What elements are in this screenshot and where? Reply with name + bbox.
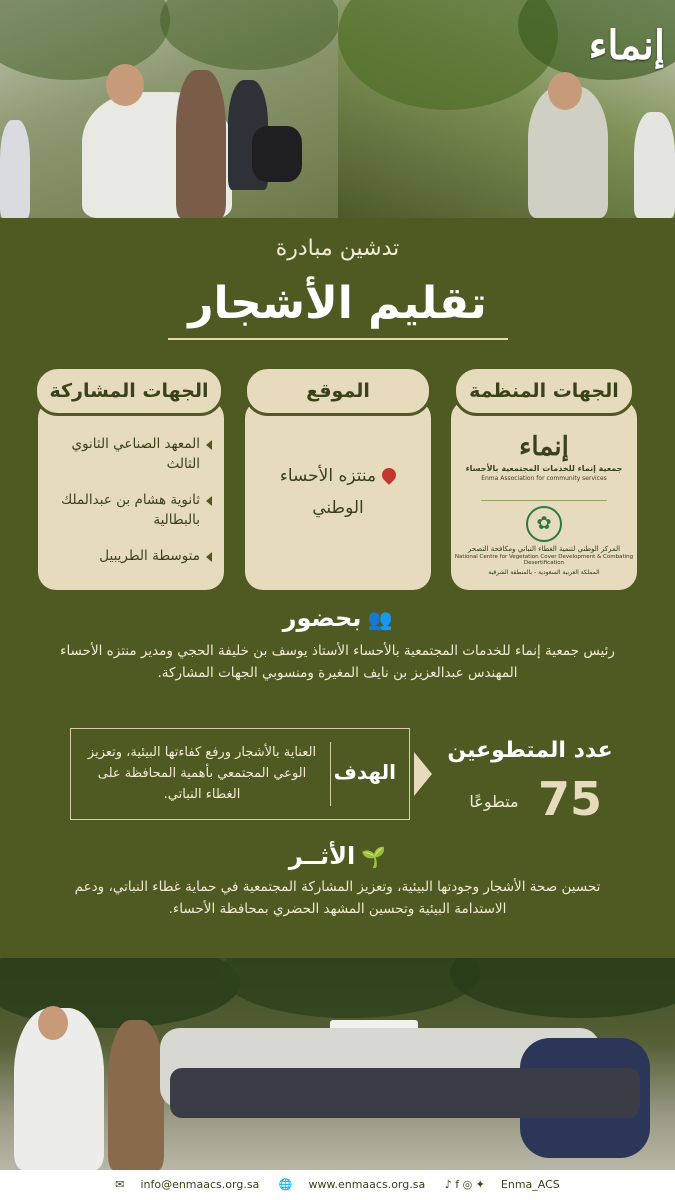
page-subtitle: تدشين مبادرة [275, 236, 400, 261]
enma-logo-icon: إنماء [588, 22, 665, 69]
organizers-card [451, 400, 637, 590]
seedling-hand-icon: 🌱 [361, 845, 387, 869]
impact-title: الأثــر [288, 842, 356, 870]
participants-list [50, 434, 212, 582]
participants-title: الجهات المشاركة [34, 366, 224, 416]
volunteers-unit: متطوعًا [469, 792, 519, 811]
list-item: متوسطة الطريبيل [50, 546, 212, 566]
list-item: ثانوية هشام بن عبدالملك بالبطالية [50, 490, 212, 530]
attendance-title: بحضور [282, 604, 362, 632]
enma-association-logo [451, 432, 637, 482]
ncvc-logo [451, 506, 637, 576]
top-photo [0, 0, 675, 218]
location-pin-icon [379, 465, 399, 485]
goal-label: الهدف [333, 760, 396, 784]
attendance-heading [0, 604, 675, 632]
page-title: تقليم الأشجار [188, 278, 487, 329]
attendance-text: رئيس جمعية إنماء للخدمات المجتمعية بالأحساء الأستاذ يوسف بن خليفة الحجي ومدير منتزه الأحساء المهندس عبدالعزيز بن نايف المغيرة ومنسوبي الجهات المشاركة. [60, 643, 615, 681]
organizers-title: الجهات المنظمة [453, 366, 635, 416]
goal-text: العناية بالأشجار ورفع كفاءتها البيئية، وتعزيز الوعي المجتمعي بأهمية المحافظة على الغطاء النباتي. [87, 745, 317, 802]
impact-heading [0, 842, 675, 870]
impact-text: تحسين صحة الأشجار وجودتها البيئية، وتعزيز المشاركة المجتمعية في حماية غطاء النباتي، ودعم الاستدامة البيئية وتحسين المشهد الحضري بمحافظة الأحساء. [74, 879, 601, 917]
footer-email[interactable]: info@enmaacs.org.sa [140, 1178, 260, 1191]
ncvc-name-en: National Centre for Vegetation Cover Development & Combating Desertification [454, 554, 634, 566]
enma-logo-name-en: Enma Association for community services [481, 475, 607, 482]
group-photo [0, 958, 675, 1170]
social-icons: ♪ f ◎ ✦ [444, 1178, 485, 1191]
title-underline [168, 338, 508, 340]
enma-logo-mark: إنماء [519, 432, 569, 462]
enma-logo-name: جمعية إنماء للخدمات المجتمعية بالأحساء [465, 464, 623, 473]
people-group-icon: 👥 [367, 607, 393, 631]
goal-divider [330, 742, 331, 806]
volunteers-count: 75 [537, 772, 602, 826]
arrow-right-icon [414, 752, 432, 796]
location-body [255, 460, 421, 524]
location-title: الموقع [244, 366, 432, 416]
top-photo-left [0, 0, 338, 218]
volunteers-title: عدد المتطوعين [447, 738, 613, 763]
globe-icon: 🌐 [278, 1178, 293, 1191]
palm-seal-icon: ✿ [526, 506, 562, 542]
list-item: المعهد الصناعي الثانوي الثالث [50, 434, 212, 474]
ncvc-name-ar: المركز الوطني لتنمية الغطاء النباتي ومكافحة التصحر [467, 545, 621, 553]
footer-website[interactable]: www.enmaacs.org.sa [308, 1178, 426, 1191]
participants-card [38, 400, 224, 590]
footer-social[interactable]: Enma_ACS [500, 1178, 560, 1191]
email-icon: ✉ [115, 1178, 125, 1191]
location-text: منتزه الأحساء الوطني [279, 466, 377, 518]
logo-divider [481, 500, 607, 501]
ncvc-region: المملكة العربية السعودية - بالمنطقة الشرقية [488, 569, 600, 576]
footer-bar [0, 1170, 675, 1200]
location-card [245, 400, 431, 590]
